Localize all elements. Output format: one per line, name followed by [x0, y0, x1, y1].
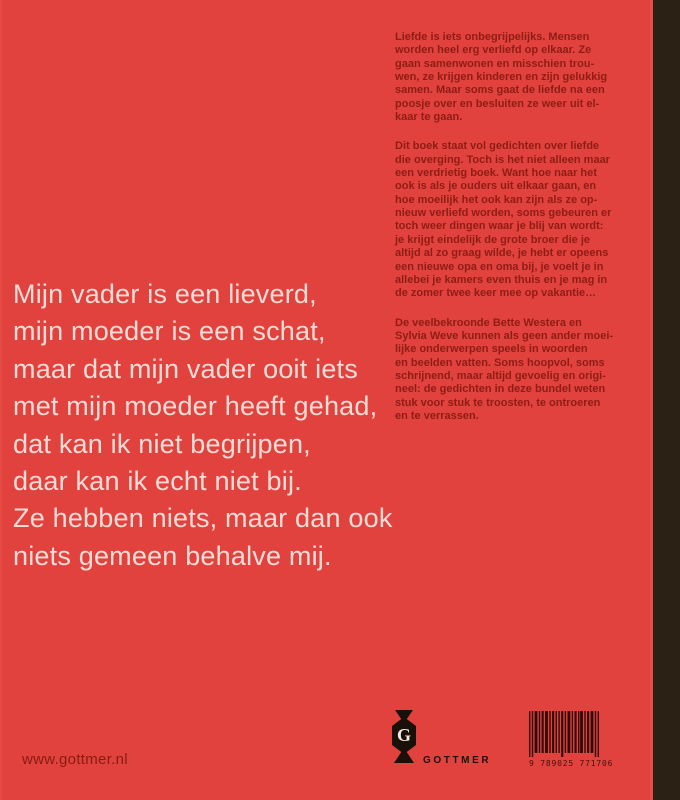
blurb-line: gaan samenwonen en misschien trou-: [395, 57, 595, 70]
poem-line: niets gemeen behalve mij.: [13, 540, 332, 571]
publisher-logo: [390, 710, 520, 774]
blurb-line: toch weer dingen waar je blij van wordt:: [395, 220, 604, 233]
blurb-line: worden heel erg verliefd op elkaar. Ze: [395, 44, 592, 57]
isbn-barcode: [529, 711, 614, 768]
publisher-name: GOTTMER: [423, 755, 492, 766]
blurb-paragraph-1: [395, 31, 640, 124]
blurb-line: een verdrietig boek. Want hoe naar het: [395, 167, 597, 180]
gottmer-candy-logo-icon: [390, 710, 418, 772]
barcode-bars: [529, 711, 599, 757]
blurb-line: en te verrassen.: [395, 409, 479, 422]
logo-initial: G: [396, 725, 412, 745]
blurb-line: De veelbekroonde Bette Westera en: [395, 316, 582, 329]
blurb-line: stuk voor stuk te troosten, te ontroeren: [395, 396, 601, 409]
blurb-line: Liefde is iets onbegrijpelijks. Mensen: [395, 31, 590, 43]
blurb-line: wen, ze krijgen kinderen en zijn gelukkig: [395, 71, 608, 84]
blurb-line: poosje over en besluiten ze weer uit el-: [395, 97, 600, 110]
poem-line: mijn moeder is een schat,: [13, 316, 326, 347]
blurb-line: lijke onderwerpen speels in woorden: [395, 343, 588, 356]
blurb-paragraph-2: [395, 140, 640, 300]
blurb-line: die overging. Toch is het niet alleen maar: [395, 153, 610, 166]
blurb-paragraph-3: [395, 317, 640, 424]
book-spine: [653, 0, 680, 800]
blurb-line: schrijnend, maar altijd gevoelig en origi-: [395, 369, 606, 382]
publisher-website-url: www.gottmer.nl: [22, 751, 128, 768]
blurb-line: allebei je kamers even thuis en je mag in: [395, 273, 608, 286]
blurb-line: een nieuwe opa en oma bij, je voelt je in: [395, 260, 604, 273]
poem-text: [13, 276, 393, 575]
blurb-line: neel: de gedichten in deze bundel weten: [395, 383, 606, 396]
back-cover-blurb: [395, 31, 640, 439]
blurb-line: de zomer twee keer mee op vakantie…: [395, 287, 597, 300]
poem-line: Mijn vader is een lieverd,: [13, 279, 317, 309]
poem-line: met mijn moeder heeft gehad,: [13, 391, 378, 422]
blurb-line: nieuw verliefd worden, soms gebeuren er: [395, 207, 612, 220]
poem-line: Ze hebben niets, maar dan ook: [13, 503, 393, 534]
poem-line: dat kan ik niet begrijpen,: [13, 428, 311, 459]
blurb-line: altijd al zo graag wilde, je hebt er opeens: [395, 247, 609, 260]
blurb-line: kaar te gaan.: [395, 111, 463, 124]
poem-line: maar dat mijn vader ooit iets: [13, 353, 358, 384]
blurb-line: Dit boek staat vol gedichten over liefde: [395, 140, 600, 153]
blurb-line: samen. Maar soms gaat de liefde na een: [395, 84, 605, 97]
barcode-number: 9 789025 771706: [529, 759, 614, 768]
logo-bottom-ribbon: [394, 748, 414, 763]
blurb-line: ook is als je ouders uit elkaar gaan, en: [395, 180, 597, 193]
cover-left-edge: [0, 0, 2, 800]
blurb-line: je krijgt eindelijk de grote broer die je: [395, 233, 590, 246]
blurb-line: Sylvia Weve kunnen als geen ander moei-: [395, 329, 614, 342]
poem-line: daar kan ik echt niet bij.: [13, 466, 302, 497]
blurb-line: en beelden vatten. Soms hoopvol, soms: [395, 356, 605, 369]
blurb-line: hoe moeilijk het ook kan zijn als ze op-: [395, 193, 598, 206]
